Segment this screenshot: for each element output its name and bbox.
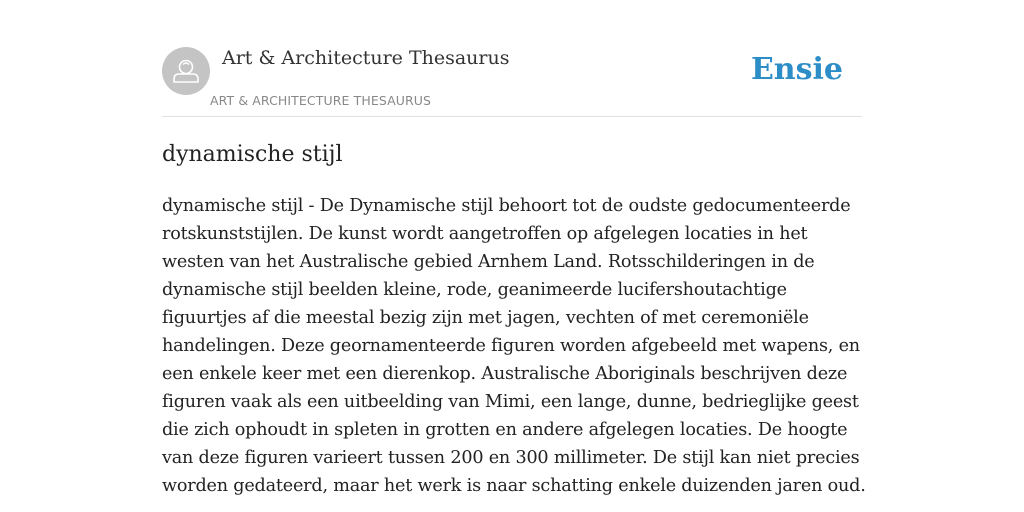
user-outline-icon <box>162 47 210 95</box>
source-subtitle[interactable]: ART & ARCHITECTURE THESAURUS <box>210 93 432 108</box>
source-header <box>162 46 862 117</box>
term-definition: dynamische stijl - De Dynamische stijl behoort tot de oudste gedocumenteerde rotskunststijlen. De kunst wordt aangetroffen op afgelegen locaties in het westen van het Australische gebied Arnhem Land. Rotsschilderingen in de dynamische stijl beelden kleine, rode, geanimeerde lucifershoutachtige figuurtjes af die meestal bezig zijn met jagen, vechten of met ceremoniële handelingen. Deze geornamenteerde figuren worden afgebeeld met wapens, en een enkele keer met een dierenkop. Australische Aboriginals beschrijven deze figuren vaak als een uitbeelding van Mimi, een lange, dunne, bedrieglijke geest die zich ophoudt in spleten in grotten en andere afgelegen locaties. De hoogte van deze figuren varieert tussen 200 en 300 millimeter. De stijl kan niet precies worden gedateerd, maar het werk is naar schatting enkele duizenden jaren oud. <box>162 196 866 496</box>
source-avatar[interactable] <box>162 47 210 95</box>
ensie-logo[interactable]: Ensie <box>750 52 843 87</box>
term-title: dynamische stijl <box>162 142 343 167</box>
source-title[interactable]: Art & Architecture Thesaurus <box>222 47 510 69</box>
